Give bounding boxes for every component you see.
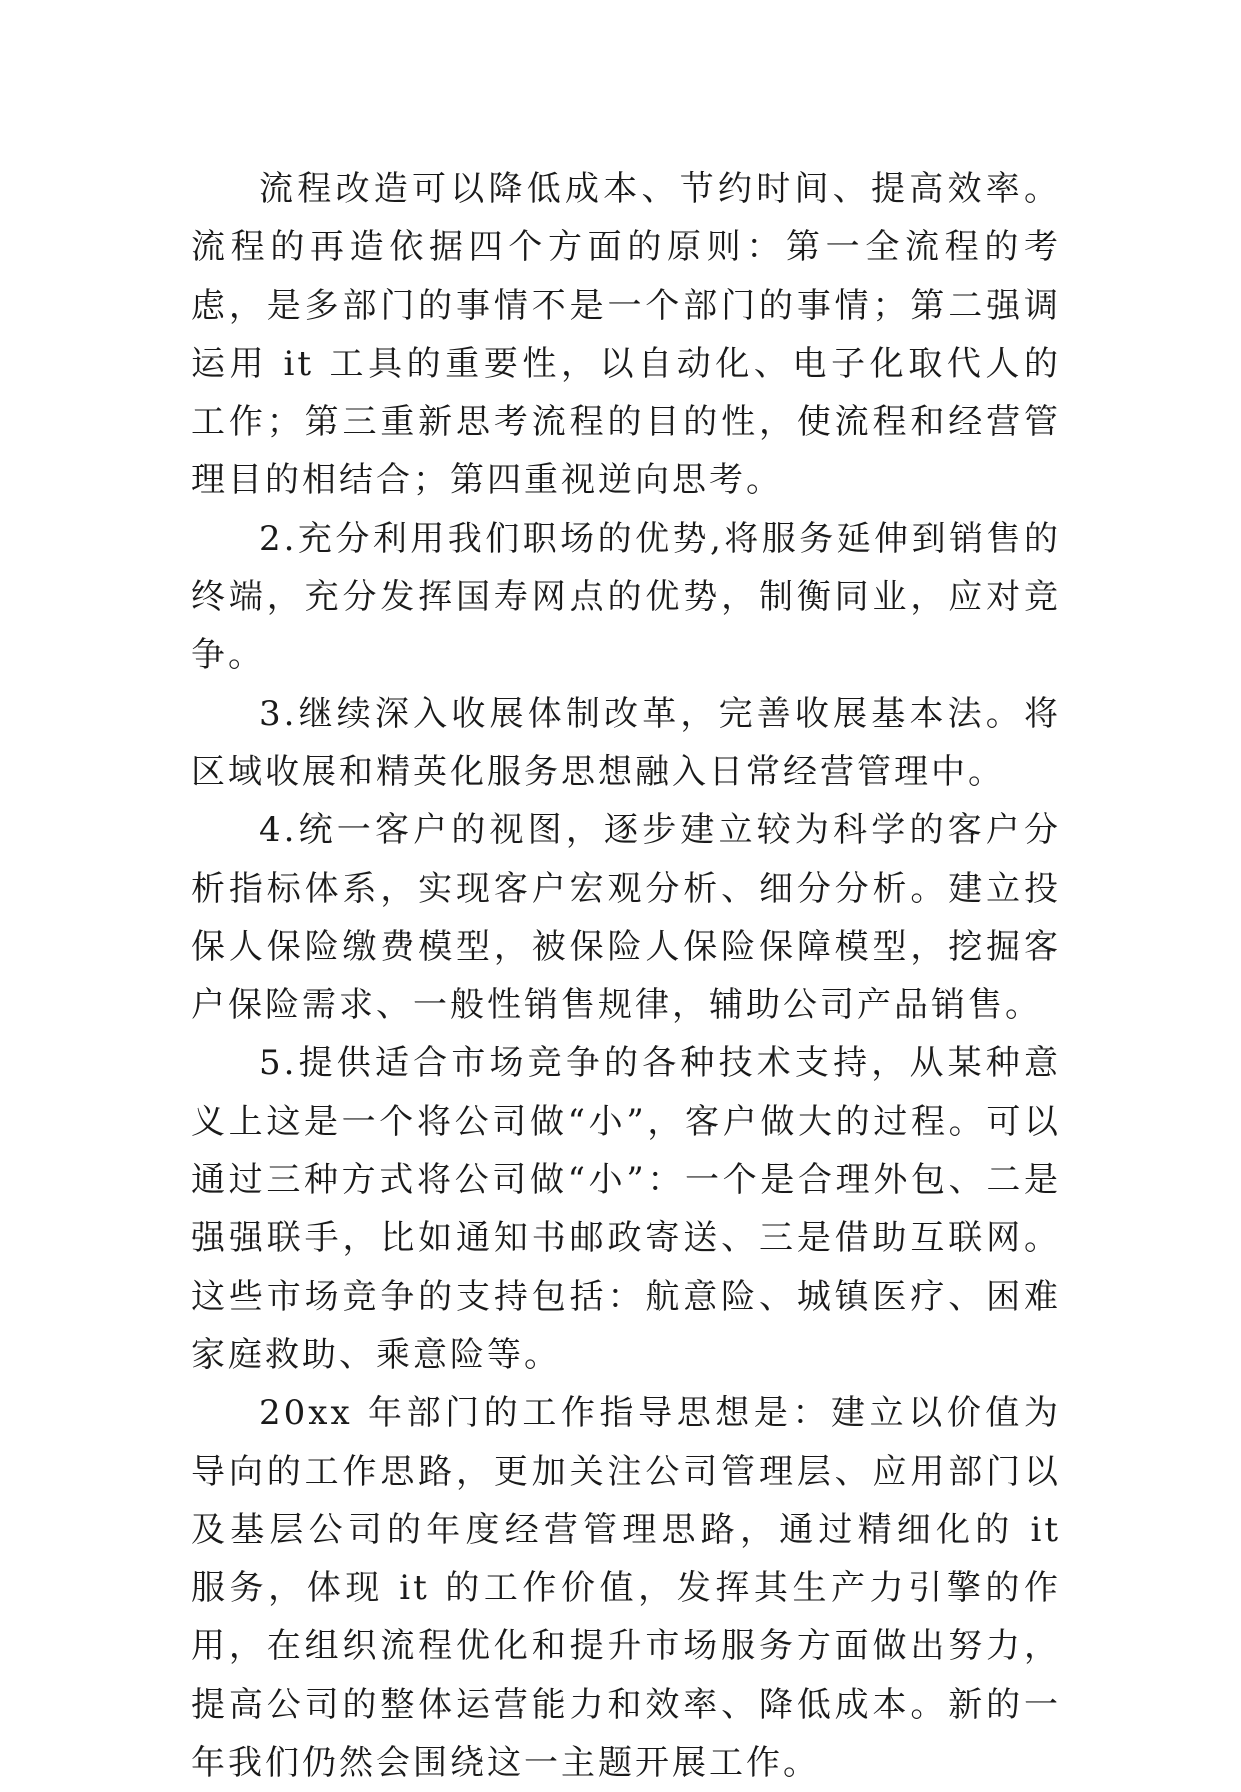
paragraph-item-3: 3.继续深入收展体制改革，完善收展基本法。将区域收展和精英化服务思想融入日常经营管理中。 xyxy=(191,693,1061,792)
paragraph-guiding-idea: 20xx 年部门的工作指导思想是：建立以价值为导向的工作思路，更加关注公司管理层、应用部门以及基层公司的年度经营管理思路，通过精细化的 it 服务，体现 it 的工作价值，发挥其生产力引擎的作用，在组织流程优化和提升市场服务方面做出努力，提高公司的整体运营能力和效率、降低成本。新的一年我们仍然会围绕这一主题开展工作。 xyxy=(191,1393,1061,1784)
paragraph-process-reengineering: 流程改造可以降低成本、节约时间、提高效率。流程的再造依据四个方面的原则：第一全流程的考虑，是多部门的事情不是一个部门的事情；第二强调运用 it 工具的重要性，以自动化、电子化取代人的工作；第三重新思考流程的目的性，使流程和经营管理目的相结合；第四重视逆向思考。 xyxy=(191,169,1061,501)
paragraph-item-5: 5.提供适合市场竞争的各种技术支持，从某种意义上这是一个将公司做“小”，客户做大的过程。可以通过三种方式将公司做“小”：一个是合理外包、二是强强联手，比如通知书邮政寄送、三是借助互联网。这些市场竞争的支持包括：航意险、城镇医疗、困难家庭救助、乘意险等。 xyxy=(191,1043,1061,1375)
document-body xyxy=(191,160,1061,1792)
paragraph-item-2: 2.充分利用我们职场的优势,将服务延伸到销售的终端，充分发挥国寿网点的优势，制衡同业，应对竞争。 xyxy=(191,518,1061,676)
paragraph-item-4: 4.统一客户的视图，逐步建立较为科学的客户分析指标体系，实现客户宏观分析、细分分析。建立投保人保险缴费模型，被保险人保险保障模型，挖掘客户保险需求、一般性销售规律，辅助公司产品销售。 xyxy=(191,810,1061,1026)
